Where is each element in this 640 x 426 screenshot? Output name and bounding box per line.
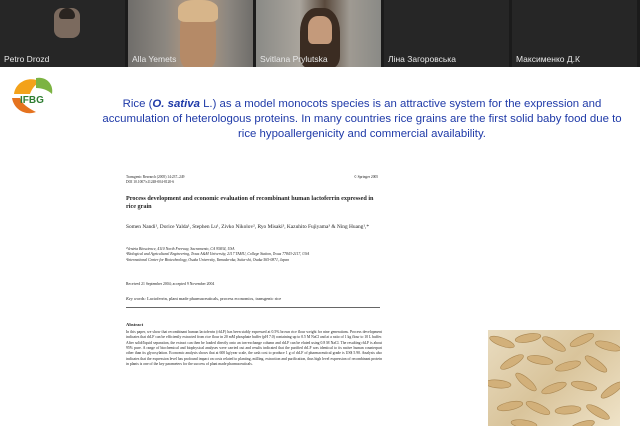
participant-tile[interactable]: [384, 0, 509, 67]
participant-tile[interactable]: [512, 0, 637, 67]
rice-grains-photo: [488, 330, 620, 426]
paper-affiliations: ¹Ventria Bioscience, 4110 North Freeway, Sacramento, CA 95834, USA ²Biological and Agricultural Engineering, Texas A&M University, 2117 TAMU, College Station, Texas 77843-2117, USA ³International Center for Biotechnology, Osaka University, Yamada-oka, Suita-shi, Osaka 565-0871, Japan: [126, 247, 310, 262]
participant-tile[interactable]: [128, 0, 253, 67]
species-name: O. sativa: [152, 98, 200, 110]
paper-keywords: Key words: Lactoferrin, plant made pharmaceuticals, process economics, transgenic rice: [126, 296, 282, 301]
participant-tile[interactable]: [0, 0, 125, 67]
paper-authors: Somen Nandi¹, Dorice Yalda¹, Stephen Lu¹, Zivko Nikolov², Ryo Misaki³, Kazuhito Fujiyama³ & Ning Huang¹,*: [126, 224, 370, 230]
ifbg-logo: [6, 72, 58, 120]
participant-name: Petro Drozd: [4, 54, 50, 64]
logo-text: IFBG: [20, 95, 44, 106]
participant-name: Максименко Д.К: [516, 54, 580, 64]
participant-avatar: [54, 8, 80, 38]
participant-name: Svitlana Prylutska: [260, 54, 328, 64]
publisher: © Springer 2005: [354, 175, 379, 179]
participant-tile[interactable]: [256, 0, 381, 67]
doi: DOI 10.1007/s11248-004-8120-6: [126, 180, 175, 184]
divider: [126, 307, 380, 308]
participant-name: Alla Yemets: [132, 54, 177, 64]
paper-received: Received 21 September 2004; accepted 9 November 2004: [126, 282, 215, 286]
journal-citation: Transgenic Research (2005) 14:237–249: [126, 175, 185, 179]
participant-name: Ліна Загоровська: [388, 54, 456, 64]
abstract-text: In this paper, we show that recombinant human lactoferrin (rhLF) has been stably expressed at 0.5% brown rice flour weight for nine generations. Process development indicates that rhLF can be efficiently extracted from rice flour in 20 mM phosphate buffer (pH 7.0) containing up to 0.5 M NaCl and at a ratio of 1 kg flour to 10 L buffer. After solid/liquid separation, the extract can then be loaded directly onto an ion-exchange column and rhLF can be eluted using 0.8 M NaCl. The resulting rhLF is about 95% pure. A range of biochemical and biophysical analyses were carried out and results indicated that the purified rhLF was identical to its native human counterpart other than its glycosylation. Economic analysis shows that at 600 kg/year scale, the cash cost to produce 1 g of rhLF of pharmaceutical grade is US$ 5.90. Analysis also indicates that the expression level has profound impact on costs related to planting, milling, extraction and purification, thus high level expression of recombinant protein in plants is one of the key parameters for the success of plant made pharmaceuticals.: [126, 330, 382, 367]
slide-headline: Rice (O. sativa L.) as a model monocots species is an attractive system for the expression and accumulation of heterologous proteins. In many countries rice grains are the first solid baby food due to rice hypoallergenicity and commercial availability.: [102, 98, 622, 140]
abstract-heading: Abstract: [126, 322, 144, 327]
paper-title: Process development and economic evaluation of recombinant human lactoferrin expressed in rice grain: [126, 195, 374, 210]
participant-strip: [0, 0, 640, 67]
